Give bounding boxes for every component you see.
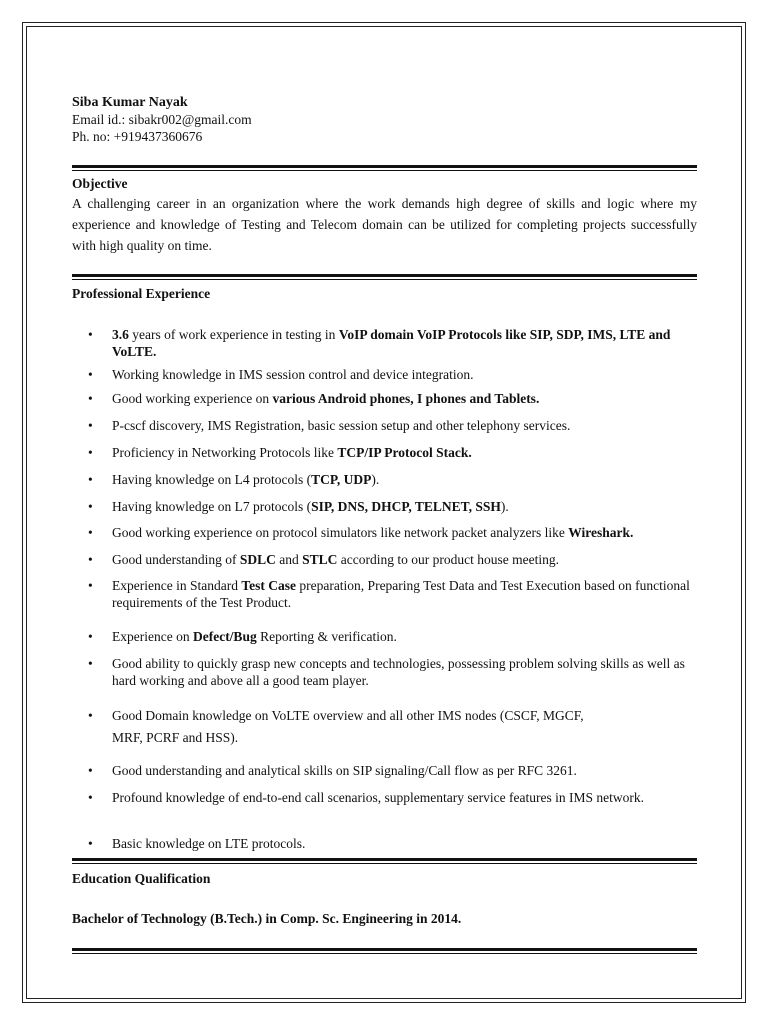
experience-item: [72, 762, 697, 779]
experience-text: Good working experience on protocol simulators like network packet analyzers like: [112, 525, 569, 540]
experience-text: Profound knowledge of end-to-end call scenarios, supplementary service features in IMS network.: [112, 790, 644, 805]
experience-item: [72, 326, 697, 360]
experience-text: Good understanding and analytical skills on SIP signaling/Call flow as per RFC 3261.: [112, 763, 577, 778]
experience-item: [72, 577, 697, 611]
experience-item: [72, 444, 697, 461]
education-title: Education Qualification: [72, 871, 211, 886]
experience-text: years of work experience in testing in: [128, 327, 339, 342]
experience-text: ).: [371, 472, 380, 487]
bullet-icon: •: [88, 327, 93, 342]
experience-text: Proficiency in Networking Protocols like: [112, 445, 338, 460]
experience-text: Good ability to quickly grasp new concepts and technologies, possessing problem solving skills as well as hard working and above all a good team player.: [112, 656, 685, 688]
experience-item: [72, 390, 697, 407]
experience-text: SDLC: [239, 552, 276, 567]
section-divider: [72, 274, 697, 280]
experience-text: TCP, UDP: [311, 472, 372, 487]
bullet-icon: •: [88, 418, 93, 433]
education-degree: Bachelor of Technology (B.Tech.) in Comp. Sc. Engineering in 2014.: [72, 911, 462, 926]
section-divider: [72, 948, 697, 954]
experience-item: [72, 498, 697, 515]
experience-text: Good working experience on: [112, 391, 273, 406]
bullet-icon: •: [88, 445, 93, 460]
candidate-name: Siba Kumar Nayak: [72, 95, 188, 110]
experience-item: [72, 417, 697, 434]
bullet-icon: •: [88, 525, 93, 540]
experience-text: 3.6: [112, 327, 129, 342]
bullet-icon: •: [88, 367, 93, 382]
experience-text: P-cscf discovery, IMS Registration, basic session setup and other telephony services.: [112, 418, 571, 433]
experience-text: and: [275, 552, 303, 567]
experience-text: Experience on: [112, 629, 193, 644]
experience-text: Good Domain knowledge on VoLTE overview and all other IMS nodes (CSCF, MGCF,: [112, 708, 584, 723]
objective-title: Objective: [72, 176, 128, 191]
experience-text: Reporting & verification.: [256, 629, 397, 644]
bullet-icon: •: [88, 629, 93, 644]
experience-item: [72, 789, 697, 806]
experience-text: SIP, DNS, DHCP, TELNET, SSH: [311, 499, 501, 514]
experience-item: [72, 628, 697, 645]
bullet-icon: •: [88, 472, 93, 487]
experience-title: Professional Experience: [72, 286, 211, 301]
experience-text: Having knowledge on L7 protocols (: [112, 499, 312, 514]
contact-block: [72, 94, 697, 145]
bullet-icon: •: [88, 836, 93, 851]
experience-text: Having knowledge on L4 protocols (: [112, 472, 312, 487]
section-divider: [72, 858, 697, 864]
experience-text: various Android phones, I phones and Tablets.: [272, 391, 540, 406]
experience-item: [72, 366, 697, 383]
experience-text: Basic knowledge on LTE protocols.: [112, 836, 306, 851]
experience-item: [72, 655, 697, 689]
experience-item: [72, 551, 697, 568]
bullet-icon: •: [88, 499, 93, 514]
experience-text: MRF, PCRF and HSS).: [112, 730, 239, 745]
bullet-icon: •: [88, 790, 93, 805]
bullet-icon: •: [88, 763, 93, 778]
bullet-icon: •: [88, 708, 93, 723]
email-line: Email id.: sibakr002@gmail.com: [72, 112, 252, 127]
objective-text: A challenging career in an organization where the work demands high degree of skills and logic where my experience and knowledge of Testing and Telecom domain can be utilized for completing projects successfully with high quality on time.: [72, 196, 697, 253]
experience-text: ).: [500, 499, 509, 514]
bullet-icon: •: [88, 656, 93, 671]
experience-text: Test Case: [241, 578, 296, 593]
experience-text: Experience in Standard: [112, 578, 242, 593]
experience-text: STLC: [302, 552, 338, 567]
experience-item: [72, 524, 697, 541]
experience-text: Wireshark.: [568, 525, 634, 540]
bullet-icon: •: [88, 578, 93, 593]
experience-text: VoIP domain VoIP Protocols like SIP, SDP, IMS, LTE and VoLTE.: [112, 327, 671, 359]
experience-text: TCP/IP Protocol Stack.: [337, 445, 472, 460]
bullet-icon: •: [88, 552, 93, 567]
experience-text: Working knowledge in IMS session control and device integration.: [112, 367, 474, 382]
experience-text: according to our product house meeting.: [337, 552, 559, 567]
section-divider: [72, 165, 697, 171]
experience-item: [72, 835, 697, 852]
experience-item: [72, 471, 697, 488]
phone-line: Ph. no: +919437360676: [72, 129, 203, 144]
experience-text: Defect/Bug: [192, 629, 257, 644]
experience-text: Good understanding of: [112, 552, 240, 567]
experience-text: preparation, Preparing Test Data and Test Execution based on functional requirements of the Test Product.: [112, 578, 690, 610]
bullet-icon: •: [88, 391, 93, 406]
experience-item: [72, 705, 697, 749]
